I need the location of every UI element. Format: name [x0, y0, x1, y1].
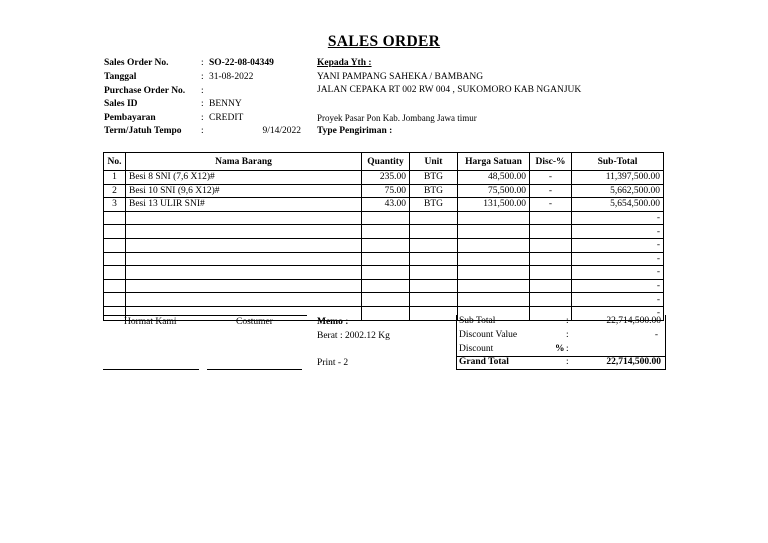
discount-label: Discount: [459, 344, 494, 354]
item-quantity: [362, 293, 410, 307]
item-quantity: [362, 252, 410, 266]
row-number: [104, 306, 126, 320]
project-name: Proyek Pasar Pon Kab. Jombang Jawa timur: [317, 113, 477, 123]
item-quantity: [362, 279, 410, 293]
item-discount: [530, 279, 572, 293]
costumer-label: Costumer: [236, 317, 273, 327]
item-subtotal: -: [572, 211, 664, 225]
order-info-colon: :: [201, 99, 204, 109]
sub-total-label: Sub Total: [459, 316, 496, 326]
document-title: SALES ORDER: [327, 33, 441, 50]
column-header-subtotal: Sub-Total: [572, 153, 664, 171]
row-number: [104, 252, 126, 266]
item-subtotal: -: [572, 238, 664, 252]
item-quantity: [362, 211, 410, 225]
row-number: [104, 266, 126, 280]
grand-total-label: Grand Total: [459, 357, 509, 367]
item-discount: [530, 252, 572, 266]
table-row: [104, 293, 664, 307]
item-unit-price: [458, 238, 530, 252]
item-name: [126, 266, 362, 280]
item-quantity: [362, 306, 410, 320]
item-unit: [410, 252, 458, 266]
item-subtotal: -: [572, 293, 664, 307]
table-row: [104, 252, 664, 266]
item-name: [126, 238, 362, 252]
row-number: [104, 238, 126, 252]
item-unit-price: 131,500.00: [458, 198, 530, 212]
item-name: [126, 225, 362, 239]
item-discount: -: [530, 184, 572, 198]
recipient-label: Kepada Yth :: [317, 58, 372, 68]
item-name: [126, 293, 362, 307]
item-unit: [410, 293, 458, 307]
item-unit: [410, 225, 458, 239]
discount-percent-sign: %: [555, 344, 565, 354]
item-subtotal: -: [572, 279, 664, 293]
order-info-value: 9/14/2022: [262, 126, 301, 136]
item-discount: [530, 238, 572, 252]
item-unit-price: 75,500.00: [458, 184, 530, 198]
item-name: Besi 13 ULIR SNI#: [126, 198, 362, 212]
table-row: [104, 279, 664, 293]
items-table-body: [104, 171, 664, 321]
item-name: [126, 211, 362, 225]
row-number: [104, 279, 126, 293]
memo-label: Memo :: [317, 317, 349, 327]
column-header-discount: Disc-%: [530, 153, 572, 171]
column-header-name: Nama Barang: [126, 153, 362, 171]
discount-value-amount: -: [654, 330, 658, 340]
order-info-value: CREDIT: [209, 113, 244, 123]
item-subtotal: -: [572, 252, 664, 266]
item-quantity: [362, 225, 410, 239]
discount-colon: :: [566, 344, 569, 354]
item-name: [126, 279, 362, 293]
item-quantity: 75.00: [362, 184, 410, 198]
discount-value-label: Discount Value: [459, 330, 518, 340]
row-number: [104, 293, 126, 307]
row-number: 3: [104, 198, 126, 212]
table-row: [104, 225, 664, 239]
item-unit: BTG: [410, 171, 458, 185]
recipient-name: YANI PAMPANG SAHEKA / BAMBANG: [317, 72, 484, 82]
order-info-colon: :: [201, 126, 204, 136]
order-info-label: Sales Order No.: [104, 58, 169, 68]
items-table: [103, 152, 664, 321]
column-header-no: No.: [104, 153, 126, 171]
table-row: [104, 211, 664, 225]
table-row: [104, 266, 664, 280]
order-info-label: Term/Jatuh Tempo: [104, 126, 182, 136]
footer-top-line: [103, 315, 307, 316]
sub-total-colon: :: [566, 316, 569, 326]
order-info-value: 31-08-2022: [209, 72, 254, 82]
signature-line-costumer: [207, 369, 302, 370]
table-row: [104, 184, 664, 198]
item-unit: BTG: [410, 198, 458, 212]
row-number: 1: [104, 171, 126, 185]
item-unit-price: [458, 266, 530, 280]
order-info-colon: :: [201, 72, 204, 82]
item-unit-price: [458, 279, 530, 293]
item-unit-price: 48,500.00: [458, 171, 530, 185]
column-header-price: Harga Satuan: [458, 153, 530, 171]
row-number: [104, 225, 126, 239]
order-info-colon: :: [201, 86, 204, 96]
item-unit-price: [458, 211, 530, 225]
order-info-label: Pembayaran: [104, 113, 156, 123]
item-unit: [410, 306, 458, 320]
column-header-unit: Unit: [410, 153, 458, 171]
item-name: Besi 8 SNI (7,6 X12)#: [126, 171, 362, 185]
order-info-colon: :: [201, 58, 204, 68]
shipping-type-label: Type Pengiriman :: [317, 126, 393, 136]
discount-value-colon: :: [566, 330, 569, 340]
row-number: [104, 211, 126, 225]
item-subtotal: -: [572, 266, 664, 280]
item-quantity: 43.00: [362, 198, 410, 212]
order-info-value: BENNY: [209, 99, 242, 109]
item-discount: [530, 225, 572, 239]
item-quantity: [362, 238, 410, 252]
signature-line-hormat: [103, 369, 199, 370]
table-row: [104, 171, 664, 185]
column-header-quantity: Quantity: [362, 153, 410, 171]
item-unit: [410, 211, 458, 225]
item-discount: [530, 266, 572, 280]
item-discount: [530, 293, 572, 307]
item-unit: BTG: [410, 184, 458, 198]
item-name: [126, 252, 362, 266]
item-discount: -: [530, 171, 572, 185]
weight-text: Berat : 2002.12 Kg: [317, 331, 390, 341]
item-unit-price: [458, 252, 530, 266]
item-quantity: [362, 266, 410, 280]
order-info-colon: :: [201, 113, 204, 123]
item-unit: [410, 279, 458, 293]
item-subtotal: 5,654,500.00: [572, 198, 664, 212]
grand-total-value: 22,714,500.00: [606, 357, 661, 367]
item-subtotal: 5,662,500.00: [572, 184, 664, 198]
order-info-label: Purchase Order No.: [104, 86, 186, 96]
item-quantity: 235.00: [362, 171, 410, 185]
table-header-row: [104, 153, 664, 171]
order-info-label: Tanggal: [104, 72, 137, 82]
table-row: [104, 198, 664, 212]
print-count: Print - 2: [317, 358, 349, 368]
item-unit: [410, 266, 458, 280]
item-unit-price: [458, 293, 530, 307]
item-name: Besi 10 SNI (9,6 X12)#: [126, 184, 362, 198]
sub-total-value: 22,714,500.00: [606, 316, 661, 326]
item-subtotal: -: [572, 225, 664, 239]
hormat-kami-label: Hormat Kami: [124, 317, 177, 327]
order-info-value: SO-22-08-04349: [209, 58, 274, 68]
item-discount: -: [530, 198, 572, 212]
item-subtotal: -: [572, 306, 664, 320]
table-row: [104, 238, 664, 252]
order-info-label: Sales ID: [104, 99, 138, 109]
recipient-address: JALAN CEPAKA RT 002 RW 004 , SUKOMORO KAB NGANJUK: [317, 85, 582, 95]
item-discount: [530, 211, 572, 225]
item-unit-price: [458, 225, 530, 239]
row-number: 2: [104, 184, 126, 198]
grand-total-colon: :: [566, 357, 569, 367]
item-unit: [410, 238, 458, 252]
item-subtotal: 11,397,500.00: [572, 171, 664, 185]
